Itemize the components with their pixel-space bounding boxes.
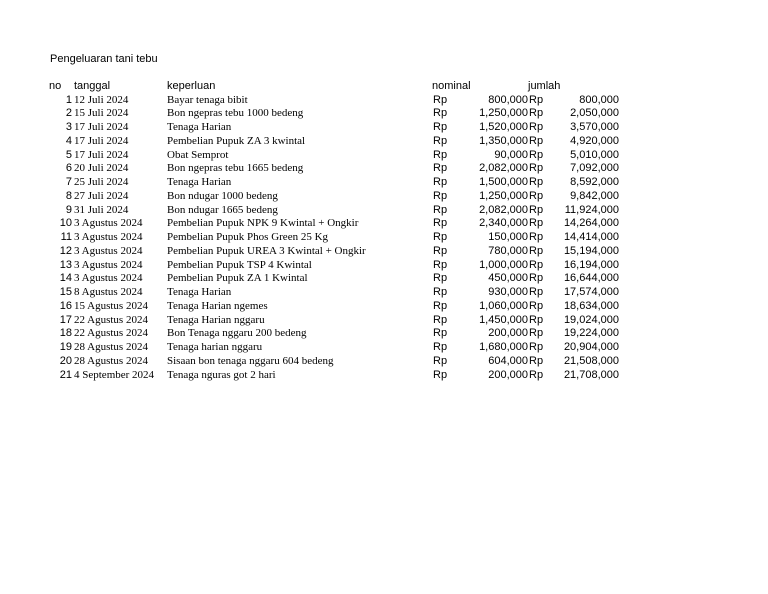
row-nominal: 930,000: [488, 286, 528, 298]
row-currency-nominal: Rp: [433, 148, 448, 161]
row-keperluan: Bayar tenaga bibit: [167, 93, 248, 106]
table-row: [49, 134, 619, 148]
table-row: [49, 189, 619, 203]
row-currency-jumlah: Rp: [529, 121, 544, 133]
row-no: 20: [59, 354, 72, 367]
row-currency-jumlah: Rp: [529, 258, 544, 271]
row-tanggal: 15 Juli 2024: [74, 107, 129, 120]
row-currency-jumlah: Rp: [529, 176, 544, 188]
table-row: [49, 93, 619, 107]
table-row: [49, 175, 619, 189]
row-currency-nominal: Rp: [433, 217, 448, 230]
row-keperluan: Obat Semprot: [167, 148, 229, 161]
row-no: 15: [59, 286, 72, 298]
row-tanggal: 17 Juli 2024: [74, 134, 129, 147]
row-currency-nominal: Rp: [433, 286, 448, 298]
row-jumlah: 7,092,000: [570, 162, 619, 175]
row-currency-nominal: Rp: [433, 299, 448, 312]
row-keperluan: Tenaga Harian: [167, 286, 232, 298]
row-nominal: 1,060,000: [479, 299, 528, 312]
row-currency-nominal: Rp: [433, 258, 448, 271]
row-jumlah: 16,194,000: [563, 258, 619, 271]
row-keperluan: Pembelian Pupuk UREA 3 Kwintal + Ongkir: [167, 244, 366, 257]
row-currency-nominal: Rp: [433, 189, 448, 202]
header-keperluan: keperluan: [167, 79, 216, 92]
row-keperluan: Tenaga nguras got 2 hari: [167, 368, 276, 381]
row-nominal: 604,000: [488, 354, 528, 367]
table-row: [49, 107, 619, 121]
row-currency-nominal: Rp: [433, 93, 448, 106]
row-jumlah: 16,644,000: [563, 272, 619, 285]
row-tanggal: 27 Juli 2024: [74, 189, 129, 202]
row-nominal: 780,000: [488, 244, 528, 257]
row-currency-jumlah: Rp: [529, 286, 544, 298]
row-no: 5: [65, 148, 72, 161]
row-no: 13: [59, 258, 72, 271]
row-currency-jumlah: Rp: [529, 93, 544, 106]
row-jumlah: 17,574,000: [563, 286, 619, 298]
row-currency-nominal: Rp: [433, 107, 448, 120]
row-tanggal: 3 Agustus 2024: [74, 244, 143, 257]
header-tanggal: tanggal: [74, 79, 111, 92]
row-keperluan: Pembelian Pupuk TSP 4 Kwintal: [167, 258, 312, 271]
row-currency-jumlah: Rp: [529, 162, 544, 175]
row-nominal: 150,000: [488, 231, 528, 243]
row-tanggal: 25 Juli 2024: [74, 176, 129, 188]
row-tanggal: 4 September 2024: [74, 368, 155, 381]
row-currency-nominal: Rp: [433, 121, 448, 133]
sheet-title: Pengeluaran tani tebu: [50, 53, 158, 65]
row-nominal: 1,250,000: [479, 189, 528, 202]
row-currency-jumlah: Rp: [529, 189, 544, 202]
table-row: [49, 203, 619, 217]
row-no: 11: [60, 231, 72, 243]
row-currency-jumlah: Rp: [529, 134, 544, 147]
row-no: 2: [65, 107, 72, 120]
row-currency-nominal: Rp: [433, 354, 448, 367]
row-nominal: 200,000: [488, 327, 528, 340]
row-keperluan: Bon ndugar 1665 bedeng: [167, 203, 278, 216]
row-keperluan: Sisaan bon tenaga nggaru 604 bedeng: [167, 354, 334, 367]
row-jumlah: 5,010,000: [570, 148, 619, 161]
expense-rows: [49, 93, 619, 382]
row-no: 18: [59, 327, 72, 340]
row-nominal: 1,450,000: [479, 313, 528, 326]
row-currency-jumlah: Rp: [529, 244, 544, 257]
table-row: [49, 354, 619, 368]
row-jumlah: 21,708,000: [563, 368, 619, 381]
row-tanggal: 17 Juli 2024: [74, 121, 129, 133]
row-tanggal: 3 Agustus 2024: [74, 217, 143, 230]
row-currency-nominal: Rp: [433, 162, 448, 175]
row-currency-nominal: Rp: [433, 134, 448, 147]
row-currency-nominal: Rp: [433, 231, 448, 243]
row-currency-jumlah: Rp: [529, 368, 544, 381]
row-no: 16: [59, 299, 72, 312]
row-currency-jumlah: Rp: [529, 327, 544, 340]
table-row: [49, 285, 619, 299]
row-no: 9: [65, 203, 72, 216]
row-tanggal: 28 Agustus 2024: [74, 341, 148, 353]
row-no: 1: [65, 93, 72, 106]
row-tanggal: 22 Agustus 2024: [74, 327, 148, 340]
row-currency-nominal: Rp: [433, 341, 448, 353]
row-currency-jumlah: Rp: [529, 217, 544, 230]
row-jumlah: 20,904,000: [563, 341, 619, 353]
row-jumlah: 2,050,000: [570, 107, 619, 120]
row-tanggal: 12 Juli 2024: [74, 93, 129, 106]
row-tanggal: 17 Juli 2024: [74, 148, 129, 161]
table-row: [49, 272, 619, 286]
row-currency-jumlah: Rp: [529, 203, 544, 216]
row-jumlah: 4,920,000: [570, 134, 619, 147]
row-keperluan: Pembelian Pupuk ZA 1 Kwintal: [167, 272, 308, 285]
row-currency-nominal: Rp: [433, 244, 448, 257]
row-tanggal: 3 Agustus 2024: [74, 272, 143, 285]
row-tanggal: 31 Juli 2024: [74, 203, 129, 216]
table-row: [49, 148, 619, 162]
header-jumlah: jumlah: [528, 79, 561, 92]
row-jumlah: 15,194,000: [563, 244, 619, 257]
row-keperluan: Tenaga Harian: [167, 121, 232, 133]
row-jumlah: 14,264,000: [563, 217, 619, 230]
row-jumlah: 9,842,000: [570, 189, 619, 202]
table-row: [49, 244, 619, 258]
row-currency-nominal: Rp: [433, 368, 448, 381]
row-tanggal: 3 Agustus 2024: [74, 231, 143, 243]
row-nominal: 1,000,000: [479, 258, 528, 271]
row-currency-jumlah: Rp: [529, 231, 544, 243]
row-nominal: 450,000: [488, 272, 528, 285]
row-keperluan: Tenaga Harian nggaru: [167, 313, 265, 326]
row-no: 3: [65, 121, 72, 133]
row-keperluan: Pembelian Pupuk Phos Green 25 Kg: [167, 231, 329, 243]
row-nominal: 2,082,000: [479, 162, 528, 175]
row-keperluan: Pembelian Pupuk ZA 3 kwintal: [167, 134, 306, 147]
row-tanggal: 20 Juli 2024: [74, 162, 129, 175]
row-currency-jumlah: Rp: [529, 272, 544, 285]
row-currency-nominal: Rp: [433, 272, 448, 285]
header-no: no: [49, 79, 62, 92]
table-row: [49, 313, 619, 327]
row-nominal: 90,000: [494, 148, 528, 161]
row-no: 14: [59, 272, 72, 285]
row-nominal: 1,250,000: [479, 107, 528, 120]
row-no: 17: [59, 313, 72, 326]
row-jumlah: 21,508,000: [563, 354, 619, 367]
row-jumlah: 11,924,000: [564, 203, 619, 216]
row-tanggal: 28 Agustus 2024: [74, 354, 148, 367]
table-row: [49, 217, 619, 231]
row-nominal: 2,082,000: [479, 203, 528, 216]
row-currency-jumlah: Rp: [529, 313, 544, 326]
row-keperluan: Tenaga Harian: [167, 176, 232, 188]
row-nominal: 2,340,000: [479, 217, 528, 230]
row-jumlah: 3,570,000: [570, 121, 619, 133]
row-no: 8: [65, 189, 72, 202]
row-tanggal: 22 Agustus 2024: [74, 313, 148, 326]
row-nominal: 200,000: [488, 368, 528, 381]
table-row: [49, 368, 619, 382]
row-jumlah: 8,592,000: [570, 176, 619, 188]
row-nominal: 1,680,000: [479, 341, 528, 353]
row-tanggal: 8 Agustus 2024: [74, 286, 143, 298]
row-no: 19: [59, 341, 72, 353]
row-currency-jumlah: Rp: [529, 341, 544, 353]
header-nominal: nominal: [432, 79, 471, 92]
table-row: [49, 258, 619, 272]
row-nominal: 1,350,000: [479, 134, 528, 147]
row-currency-jumlah: Rp: [529, 299, 544, 312]
table-row: [49, 327, 619, 341]
row-keperluan: Bon ngepras tebu 1665 bedeng: [167, 162, 304, 175]
row-nominal: 1,500,000: [479, 176, 528, 188]
row-jumlah: 19,224,000: [563, 327, 619, 340]
header-row: [49, 79, 619, 93]
row-currency-jumlah: Rp: [529, 107, 544, 120]
row-nominal: 1,520,000: [479, 121, 528, 133]
row-no: 10: [59, 217, 72, 230]
row-keperluan: Bon ndugar 1000 bedeng: [167, 189, 278, 202]
row-currency-jumlah: Rp: [529, 354, 544, 367]
row-jumlah: 800,000: [579, 93, 619, 106]
row-currency-nominal: Rp: [433, 203, 448, 216]
row-currency-nominal: Rp: [433, 327, 448, 340]
table-row: [49, 162, 619, 176]
row-no: 7: [65, 176, 72, 188]
row-currency-nominal: Rp: [433, 176, 448, 188]
row-keperluan: Bon ngepras tebu 1000 bedeng: [167, 107, 304, 120]
table-row: [49, 299, 619, 313]
row-tanggal: 15 Agustus 2024: [74, 299, 148, 312]
table-row: [49, 340, 619, 354]
row-currency-nominal: Rp: [433, 313, 448, 326]
row-keperluan: Tenaga Harian ngemes: [167, 299, 268, 312]
row-currency-jumlah: Rp: [529, 148, 544, 161]
expense-table: [49, 79, 619, 382]
row-no: 4: [65, 134, 72, 147]
row-keperluan: Tenaga harian nggaru: [167, 341, 263, 353]
row-no: 6: [65, 162, 72, 175]
row-nominal: 800,000: [488, 93, 528, 106]
row-jumlah: 14,414,000: [563, 231, 619, 243]
table-row: [49, 230, 619, 244]
table-row: [49, 120, 619, 134]
row-no: 21: [59, 368, 72, 381]
row-keperluan: Bon Tenaga nggaru 200 bedeng: [167, 327, 307, 340]
row-no: 12: [59, 244, 72, 257]
row-jumlah: 19,024,000: [563, 313, 619, 326]
row-tanggal: 3 Agustus 2024: [74, 258, 143, 271]
row-keperluan: Pembelian Pupuk NPK 9 Kwintal + Ongkir: [167, 217, 359, 230]
row-jumlah: 18,634,000: [563, 299, 619, 312]
